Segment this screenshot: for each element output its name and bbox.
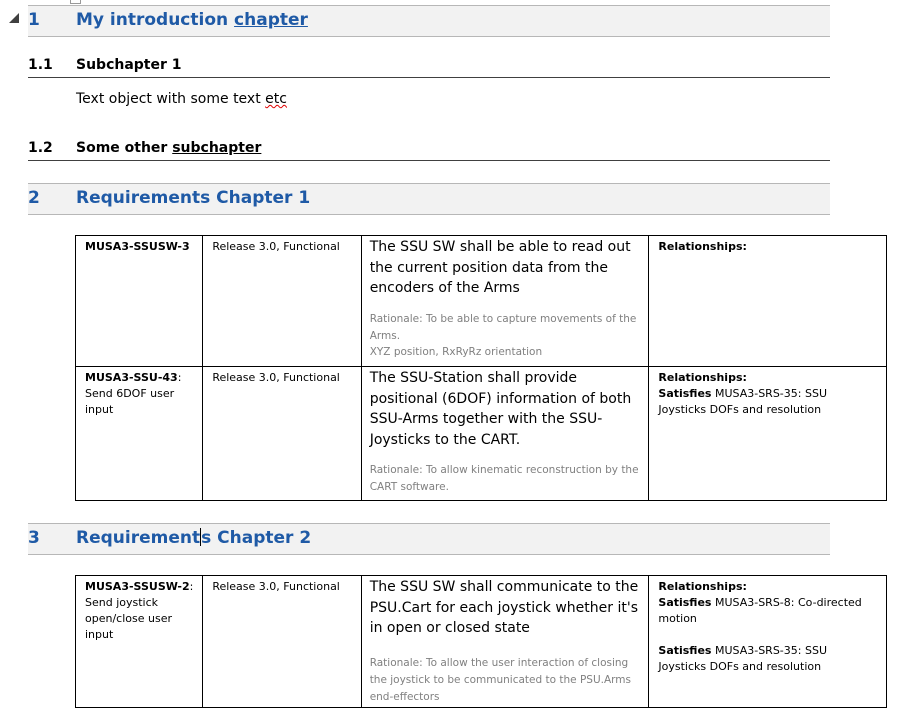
relationships-heading: Relationships: [658,240,747,253]
req-id-cell: MUSA3-SSUSW-2: Send joystick open/close user input [76,576,203,708]
req-id: MUSA3-SSUSW-3 [85,240,190,253]
rationale-text: Rationale: To allow the user interaction of closing the joystick to be communicated to the PSU.Arms end-effectors [369,657,631,703]
chapter-number: 3 [28,528,40,548]
release-cell [203,367,361,501]
heading-subchapter-1-2 [28,138,830,161]
release-text: Release 3.0, Functional [212,580,340,593]
relationship-kind: Satisfies [658,387,712,400]
release-cell [203,576,361,708]
requirement-cell [361,367,649,501]
chapter-number: 2 [28,188,40,208]
req-id-cell: MUSA3-SSU-43: Send 6DOF user input [76,367,203,501]
requirement-text: The SSU SW shall be able to read out the current position data from the encoders of the Arms [369,239,631,296]
relationships-cell [649,236,887,367]
relationships-heading: Relationships: [658,371,747,384]
chapter-number: 1 [28,10,40,30]
heading-chapter-1 [28,5,830,37]
heading-subchapter-1-1 [28,55,830,78]
requirements-table-1 [75,235,887,501]
requirement-text: The SSU SW shall communicate to the PSU.Cart for each joystick whether it's in open or closed state [369,579,639,636]
relationship-kind: Satisfies [658,596,712,609]
requirement-cell [361,576,649,708]
release-text: Release 3.0, Functional [212,371,340,384]
release-text: Release 3.0, Functional [212,240,340,253]
table-row [76,367,887,501]
req-id: MUSA3-SSUSW-2 [85,580,190,593]
subchapter-title: Subchapter 1 [76,57,182,73]
relationships-heading: Relationships: [658,580,747,593]
body-text: Text object with some text etc [76,91,287,107]
rationale-text: Rationale: To be able to capture movements of the Arms. [369,313,637,342]
heading-chapter-3 [28,523,830,555]
relationship-target: MUSA3-SRS-35: SSU Joysticks DOFs and resolution [658,387,827,416]
relationships-cell [649,576,887,708]
chapter-title: Requirements Chapter 2 [76,528,312,548]
req-id: MUSA3-SSU-43 [85,371,178,384]
table-row [76,576,887,708]
rationale-text: Rationale: To allow kinematic reconstruction by the CART software. [369,464,639,493]
rationale-detail: XYZ position, RxRyRz orientation [369,346,543,358]
relationship-target: MUSA3-SRS-35: SSU Joysticks DOFs and resolution [658,644,827,673]
requirements-table-2 [75,575,887,708]
req-description: Send joystick open/close user input [85,596,172,641]
req-id-cell [76,236,203,367]
relationships-cell [649,367,887,501]
collapse-triangle-icon[interactable] [9,13,19,23]
chapter-title: Requirements Chapter 1 [76,188,311,208]
subchapter-number: 1.1 [28,57,53,73]
subchapter-number: 1.2 [28,140,53,156]
requirement-cell [361,236,649,367]
relationship-target: MUSA3-SRS-8: Co-directed motion [658,596,862,625]
chapter-title: My introduction chapter [76,10,308,30]
requirement-text: The SSU-Station shall provide positional (6DOF) information of both SSU-Arms together with the SSU-Joysticks to the CART. [369,370,632,448]
table-row [76,236,887,367]
relationship-kind: Satisfies [658,644,712,657]
subchapter-title: Some other subchapter [76,140,262,156]
release-cell [203,236,361,367]
page-corner-mark [70,0,81,4]
heading-chapter-2 [28,183,830,215]
req-description: Send 6DOF user input [85,387,175,416]
